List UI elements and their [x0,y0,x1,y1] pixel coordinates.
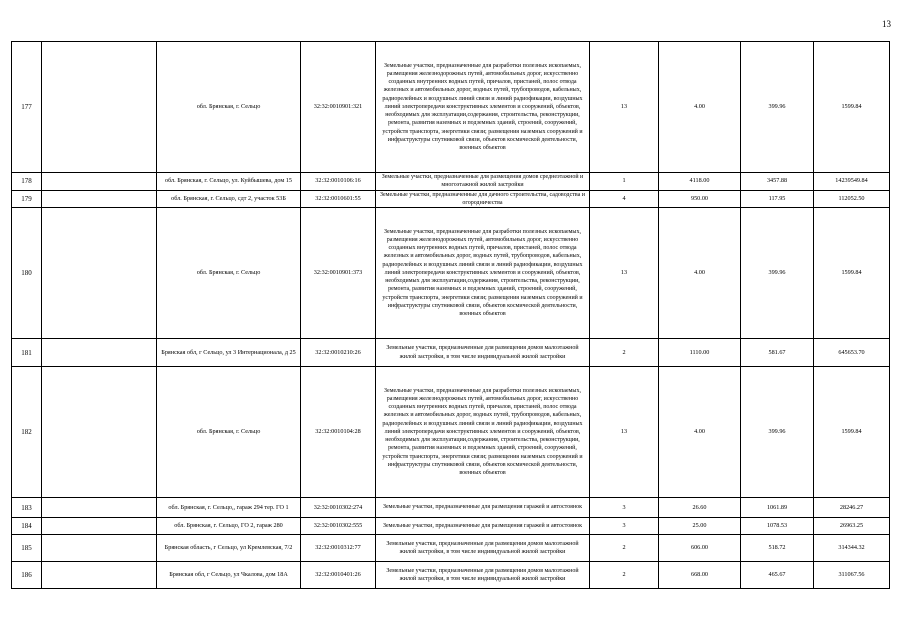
total-cell: 14239549.84 [814,173,890,191]
address-cell: Брянская обл, г Сельцо, ул 3 Интернационала, д 25 [157,339,301,367]
cadastral-number-cell: 32:32:0010312:77 [301,535,376,562]
count-cell: 13 [590,42,659,173]
address-cell: обл. Брянская, г. Сельцо, сдт 2, участок 53Б [157,190,301,208]
empty-cell [42,562,157,589]
price-cell: 399.96 [741,367,814,498]
price-cell: 399.96 [741,42,814,173]
count-cell: 3 [590,498,659,518]
area-cell: 25.00 [659,518,741,535]
empty-cell [42,173,157,191]
row-number: 178 [12,173,42,191]
price-cell: 465.67 [741,562,814,589]
count-cell: 3 [590,518,659,535]
count-cell: 2 [590,562,659,589]
land-use-cell: Земельные участки, предназначенные для размещения домов малоэтажной жилой застройки, в том числе индивидуальной жилой застройки [376,339,590,367]
empty-cell [42,339,157,367]
table-row [12,208,890,339]
price-cell: 399.96 [741,208,814,339]
table-row [12,339,890,367]
address-cell: обл. Брянская, г. Сельцо [157,208,301,339]
row-number: 177 [12,42,42,173]
area-cell: 606.00 [659,535,741,562]
cadastral-number-cell: 32:32:0010106:16 [301,173,376,191]
cadastral-number-cell: 32:32:0010302:555 [301,518,376,535]
area-cell: 4.00 [659,367,741,498]
address-cell: обл. Брянская, г. Сельцо,, гараж 294 тер. ГО 1 [157,498,301,518]
area-cell: 26.60 [659,498,741,518]
empty-cell [42,367,157,498]
total-cell: 311067.56 [814,562,890,589]
land-use-cell: Земельные участки, предназначенные для разработки полезных ископаемых, размещения железнодорожных путей, автомобильных дорог, искусственно созданных внутренних водных путей, причалов, пристаней, полос отвода железных и автомобильных дорог, водных путей, трубопроводов, кабельных, радиорелейных и воздушных линий связи и линий радиофикации, воздушных линий электропередачи конструктивных элементов и сооружений, объектов, необходимых для эксплуатации,содержания, строительства, реконструкции, ремонта, развития наземных и подземных зданий, строений, сооружений, устройств транспорта, энергетики связи; размещения наземных сооружений и инфраструктуры спутниковой связи, объектов космической деятельности, военных объектов [376,208,590,339]
empty-cell [42,518,157,535]
price-cell: 518.72 [741,535,814,562]
count-cell: 13 [590,208,659,339]
row-number: 186 [12,562,42,589]
empty-cell [42,535,157,562]
cadastral-number-cell: 32:32:0010601:55 [301,190,376,208]
price-cell: 1078.53 [741,518,814,535]
land-use-cell: Земельные участки, предназначенные для размещения домов среднеэтажной и многоэтажной жилой застройки [376,173,590,191]
land-use-cell: Земельные участки, предназначенные для разработки полезных ископаемых, размещения железнодорожных путей, автомобильных дорог, искусственно созданных внутренних водных путей, причалов, пристаней, полос отвода железных и автомобильных дорог, водных путей, трубопроводов, кабельных, радиорелейных и воздушных линий связи и линий радиофикации, воздушных линий электропередачи конструктивных элементов и сооружений, объектов, необходимых для эксплуатации,содержания, строительства, реконструкции, ремонта, развития наземных и подземных зданий, строений, сооружений, устройств транспорта, энергетики связи; размещения наземных сооружений и инфраструктуры спутниковой связи, объектов космической деятельности, военных объектов [376,367,590,498]
row-number: 185 [12,535,42,562]
total-cell: 1599.84 [814,42,890,173]
count-cell: 13 [590,367,659,498]
table-row [12,518,890,535]
area-cell: 4.00 [659,208,741,339]
table-row [12,367,890,498]
empty-cell [42,498,157,518]
land-use-cell: Земельные участки, предназначенные для разработки полезных ископаемых, размещения железнодорожных путей, автомобильных дорог, искусственно созданных внутренних водных путей, причалов, пристаней, полос отвода железных и автомобильных дорог, водных путей, трубопроводов, кабельных, радиорелейных и воздушных линий связи и линий радиофикации, воздушных линий электропередачи конструктивных элементов и сооружений, объектов, необходимых для эксплуатации,содержания, строительства, реконструкции, ремонта, развития наземных и подземных зданий, строений, сооружений, устройств транспорта, энергетики связи; размещения наземных сооружений и инфраструктуры спутниковой связи, объектов космической деятельности, военных объектов [376,42,590,173]
total-cell: 645653.70 [814,339,890,367]
total-cell: 1599.84 [814,367,890,498]
area-cell: 1110.00 [659,339,741,367]
empty-cell [42,42,157,173]
area-cell: 950.00 [659,190,741,208]
address-cell: Брянская область, г Сельцо, ул Кремлевская, 7/2 [157,535,301,562]
cadastral-number-cell: 32:32:0010401:26 [301,562,376,589]
table-row [12,498,890,518]
address-cell: обл. Брянская, г. Сельцо, ул. Куйбышева, дом 15 [157,173,301,191]
area-cell: 4.00 [659,42,741,173]
price-cell: 581.67 [741,339,814,367]
land-use-cell: Земельные участки, предназначенные для размещения гаражей и автостоянок [376,498,590,518]
price-cell: 1061.89 [741,498,814,518]
land-use-cell: Земельные участки, предназначенные для размещения домов малоэтажной жилой застройки, в том числе индивидуальной жилой застройки [376,535,590,562]
address-cell: Брянская обл, г Сельцо, ул Чкалова, дом 18А [157,562,301,589]
land-plots-table [11,41,890,589]
row-number: 183 [12,498,42,518]
count-cell: 1 [590,173,659,191]
table-row [12,173,890,191]
cadastral-number-cell: 32:32:0010901:373 [301,208,376,339]
land-use-cell: Земельные участки, предназначенные для размещения гаражей и автостоянок [376,518,590,535]
empty-cell [42,190,157,208]
table-row [12,190,890,208]
total-cell: 28246.27 [814,498,890,518]
area-cell: 4118.00 [659,173,741,191]
empty-cell [42,208,157,339]
address-cell: обл. Брянская, г. Сельцо [157,42,301,173]
row-number: 182 [12,367,42,498]
cadastral-number-cell: 32:32:0010302:274 [301,498,376,518]
land-use-cell: Земельные участки, предназначенные для размещения домов малоэтажной жилой застройки, в том числе индивидуальной жилой застройки [376,562,590,589]
area-cell: 668.00 [659,562,741,589]
count-cell: 2 [590,535,659,562]
row-number: 181 [12,339,42,367]
price-cell: 117.95 [741,190,814,208]
row-number: 180 [12,208,42,339]
land-use-cell: Земельные участки, предназначенные для дачного строительства, садоводства и огородничества [376,190,590,208]
total-cell: 1599.84 [814,208,890,339]
price-cell: 3457.88 [741,173,814,191]
row-number: 179 [12,190,42,208]
total-cell: 112052.50 [814,190,890,208]
address-cell: обл. Брянская, г. Сельцо, ГО 2, гараж 280 [157,518,301,535]
total-cell: 26963.25 [814,518,890,535]
total-cell: 314344.32 [814,535,890,562]
count-cell: 4 [590,190,659,208]
table-row [12,562,890,589]
table-row [12,535,890,562]
count-cell: 2 [590,339,659,367]
row-number: 184 [12,518,42,535]
address-cell: обл. Брянская, г. Сельцо [157,367,301,498]
page-number: 13 [882,19,891,29]
table-row [12,42,890,173]
cadastral-number-cell: 32:32:0010901:321 [301,42,376,173]
cadastral-number-cell: 32:32:0010210:26 [301,339,376,367]
cadastral-number-cell: 32:32:0010104:28 [301,367,376,498]
